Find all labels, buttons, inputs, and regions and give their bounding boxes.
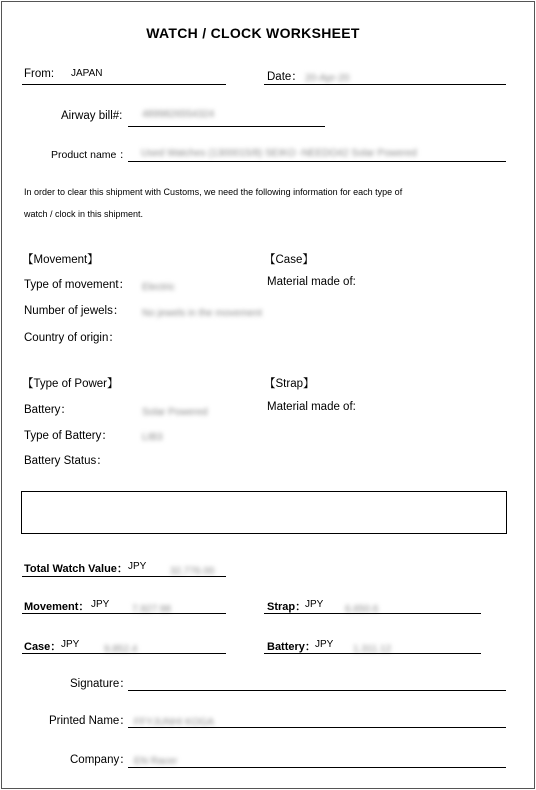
movement-type-value: Electric — [142, 282, 175, 293]
case-value: 9,852.4 — [104, 644, 138, 655]
signature-label: Signature： — [70, 678, 131, 690]
movement-heading: 【Movement】 — [22, 254, 99, 266]
movement-type-label: Type of movement： — [24, 279, 131, 291]
strap-currency: JPY — [305, 599, 324, 610]
company-label: Company： — [70, 754, 131, 766]
case-heading: 【Case】 — [264, 254, 314, 266]
case-material-label: Material made of: — [267, 276, 356, 288]
airway-line — [128, 126, 325, 127]
battery-value: Solar Powered — [142, 407, 208, 418]
airway-label: Airway bill#: — [61, 110, 123, 122]
total-currency: JPY — [128, 561, 147, 572]
date-label: Date： — [267, 71, 303, 83]
page-title: WATCH / CLOCK WORKSHEET — [146, 25, 360, 41]
product-line — [128, 161, 506, 162]
printed-name-value: FFYJUNHI KOGA — [134, 717, 215, 728]
strap-material-label: Material made of: — [267, 401, 356, 413]
printed-name-line[interactable] — [128, 727, 506, 728]
battery-value-line — [264, 653, 481, 654]
battery-status-label: Battery Status： — [24, 455, 108, 467]
case-value-label: Case： — [24, 641, 62, 653]
strap-value-label: Strap： — [267, 601, 307, 613]
battery-type-label: Type of Battery： — [24, 430, 113, 442]
from-line — [22, 84, 226, 85]
notes-box[interactable] — [21, 491, 507, 534]
battery-value-amount: 1,311.12 — [353, 644, 392, 655]
signature-line[interactable] — [128, 690, 506, 691]
country-label: Country of origin： — [24, 332, 120, 344]
instruction-line-1: In order to clear this shipment with Customs, we need the following information for each type of — [24, 187, 403, 197]
strap-value: 6,650.6 — [345, 604, 379, 615]
movement-currency: JPY — [91, 599, 110, 610]
battery-label: Battery： — [24, 404, 72, 416]
date-line — [264, 84, 506, 85]
total-value-label: Total Watch Value： — [24, 563, 128, 575]
strap-value-line — [264, 613, 481, 614]
product-value: Used Watches (1300015/8) SEIKO -NEEDO42 Solar Powered — [141, 148, 417, 159]
movement-value-line — [22, 613, 226, 614]
jewels-value: No jewels in the movement — [142, 308, 263, 319]
printed-name-label: Printed Name： — [49, 715, 131, 727]
from-label: From: — [24, 68, 55, 80]
jewels-label: Number of jewels： — [24, 305, 125, 317]
company-value: EN Racer — [134, 756, 178, 767]
power-heading: 【Type of Power】 — [22, 378, 119, 390]
date-value: 20-Apr-20 — [305, 73, 350, 84]
company-line[interactable] — [128, 767, 506, 768]
total-value: 32,776.00 — [170, 566, 215, 577]
battery-type-value: LIB3 — [142, 432, 163, 443]
from-value: JAPAN — [71, 68, 103, 79]
movement-value: 7,927.98 — [132, 604, 171, 615]
instruction-line-2: watch / clock in this shipment. — [24, 209, 144, 219]
strap-heading: 【Strap】 — [264, 378, 315, 390]
product-label: Product name ： — [51, 149, 130, 161]
case-value-line — [22, 653, 226, 654]
case-currency: JPY — [61, 639, 80, 650]
battery-currency: JPY — [315, 639, 334, 650]
airway-value: 4899826554324 — [142, 109, 215, 120]
battery-value-label: Battery： — [267, 641, 316, 653]
movement-value-label: Movement： — [24, 601, 90, 613]
total-line — [22, 576, 226, 577]
